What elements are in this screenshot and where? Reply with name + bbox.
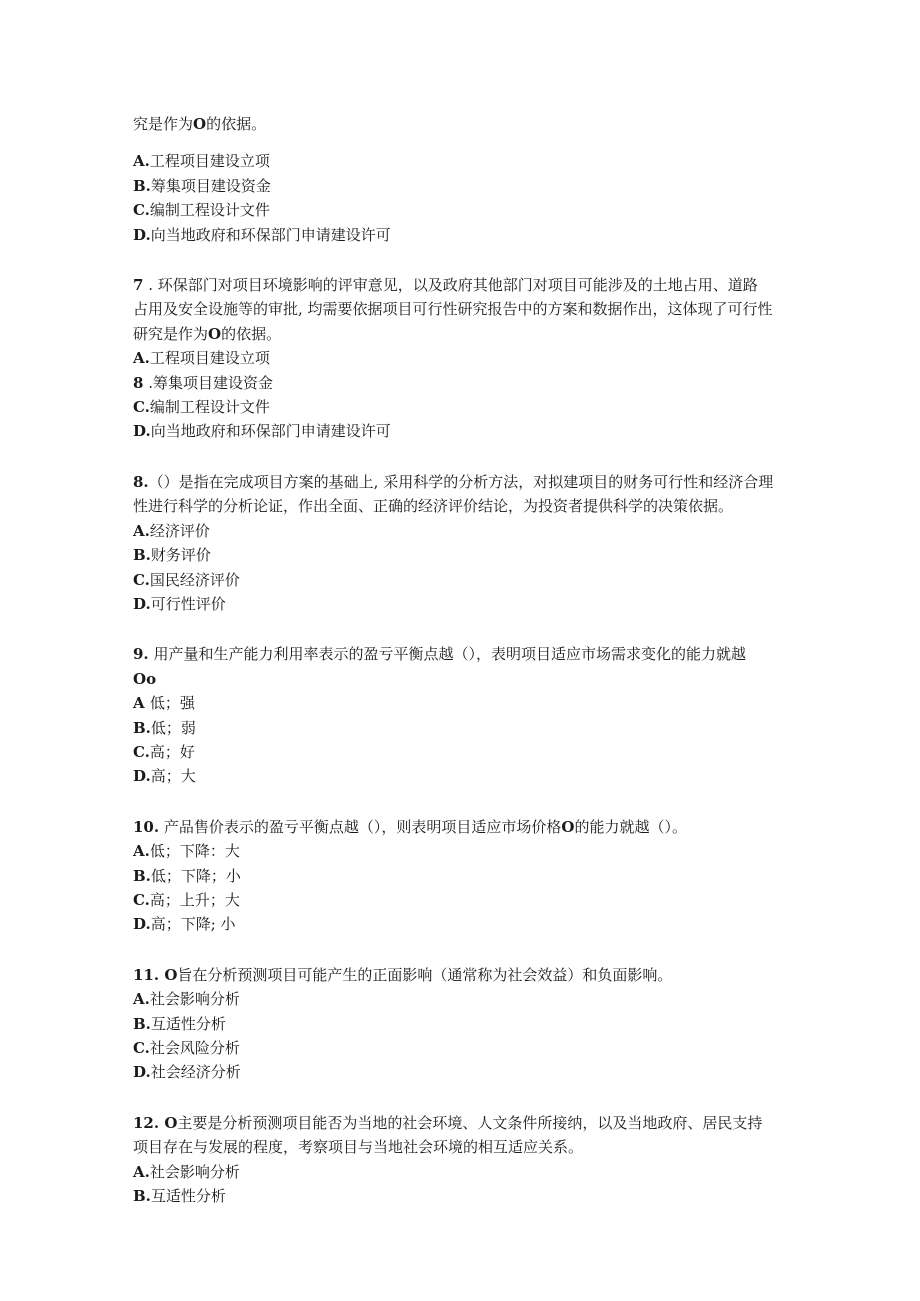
question-stem-line-1: 10. 产品售价表示的盈亏平衡点越（），则表明项目适应市场价格O的能力就越（）。 xyxy=(133,817,687,836)
option-a: A 低；强 xyxy=(133,694,195,713)
question-8 xyxy=(133,470,793,616)
question-stem-line-2: 占用及安全设施等的审批, 均需要依据项目可行性研究报告中的方案和数据作出，这体现了可行性 xyxy=(133,300,773,319)
option-b: 8 .筹集项目建设资金 xyxy=(133,373,273,392)
option-a: A.工程项目建设立项 xyxy=(133,152,270,171)
question-stem-line-2: Oo xyxy=(133,669,157,688)
option-b: B.低；下降；小 xyxy=(133,866,241,885)
option-c: C.国民经济评价 xyxy=(133,570,240,589)
question-stem-line-1: 9. 用产量和生产能力利用率表示的盈亏平衡点越（），表明项目适应市场需求变化的能力就越 xyxy=(133,645,746,664)
question-stem: 究是作为O的依据。 xyxy=(133,115,267,133)
option-d: D.高；大 xyxy=(133,767,196,786)
question-10 xyxy=(133,815,793,937)
option-a: A.工程项目建设立项 xyxy=(133,349,270,368)
option-c: C.高；上升；大 xyxy=(133,890,240,909)
question-6-tail xyxy=(133,112,793,136)
question-12 xyxy=(133,1111,793,1209)
option-a: A.社会影响分析 xyxy=(133,1162,240,1181)
question-stem-line-1: 12. O主要是分析预测项目能否为当地的社会环境、人文条件所接纳，以及当地政府、居民支持 xyxy=(133,1113,763,1132)
question-9 xyxy=(133,642,793,788)
option-d: D.可行性评价 xyxy=(133,594,226,613)
question-11 xyxy=(133,963,793,1085)
question-stem-line-2: 项目存在与发展的程度，考察项目与当地社会环境的相互适应关系。 xyxy=(133,1138,584,1157)
question-stem-line-2: 性进行科学的分析论证，作出全面、正确的经济评价结论，为投资者提供科学的决策依据。 xyxy=(133,497,734,516)
question-6-options xyxy=(133,149,793,247)
question-stem-line-1: 8.（）是指在完成项目方案的基础上, 采用科学的分析方法，对拟建项目的财务可行性和经济合理 xyxy=(133,472,774,491)
option-b: B.低；弱 xyxy=(133,718,196,737)
option-d: D.社会经济分析 xyxy=(133,1063,241,1082)
option-a: A.经济评价 xyxy=(133,521,210,540)
question-stem-line-3: 研究是作为O的依据。 xyxy=(133,324,282,343)
option-c: C.高；好 xyxy=(133,742,195,761)
option-c: C.社会风险分析 xyxy=(133,1039,240,1057)
option-b: B.筹集项目建设资金 xyxy=(133,176,271,195)
option-d: D.高；下降; 小 xyxy=(133,915,236,934)
option-c: C.编制工程设计文件 xyxy=(133,201,270,220)
option-b: B.互适性分析 xyxy=(133,1014,226,1033)
option-b: B.财务评价 xyxy=(133,546,211,565)
option-a: A.低；下降：大 xyxy=(133,842,240,861)
question-stem-line-1: 11. O旨在分析预测项目可能产生的正面影响（通常称为社会效益）和负面影响。 xyxy=(133,965,673,984)
question-7 xyxy=(133,273,793,444)
option-d: D.向当地政府和环保部门申请建设许可 xyxy=(133,225,391,244)
option-c: C.编制工程设计文件 xyxy=(133,398,270,417)
option-a: A.社会影响分析 xyxy=(133,990,240,1009)
document-page xyxy=(133,112,793,1221)
option-d: D.向当地政府和环保部门申请建设许可 xyxy=(133,422,391,441)
option-b: B.互适性分析 xyxy=(133,1187,226,1206)
question-stem-line-1: 7 . 环保部门对项目环境影响的评审意见，以及政府其他部门对项目可能涉及的土地占用、道路 xyxy=(133,276,758,295)
